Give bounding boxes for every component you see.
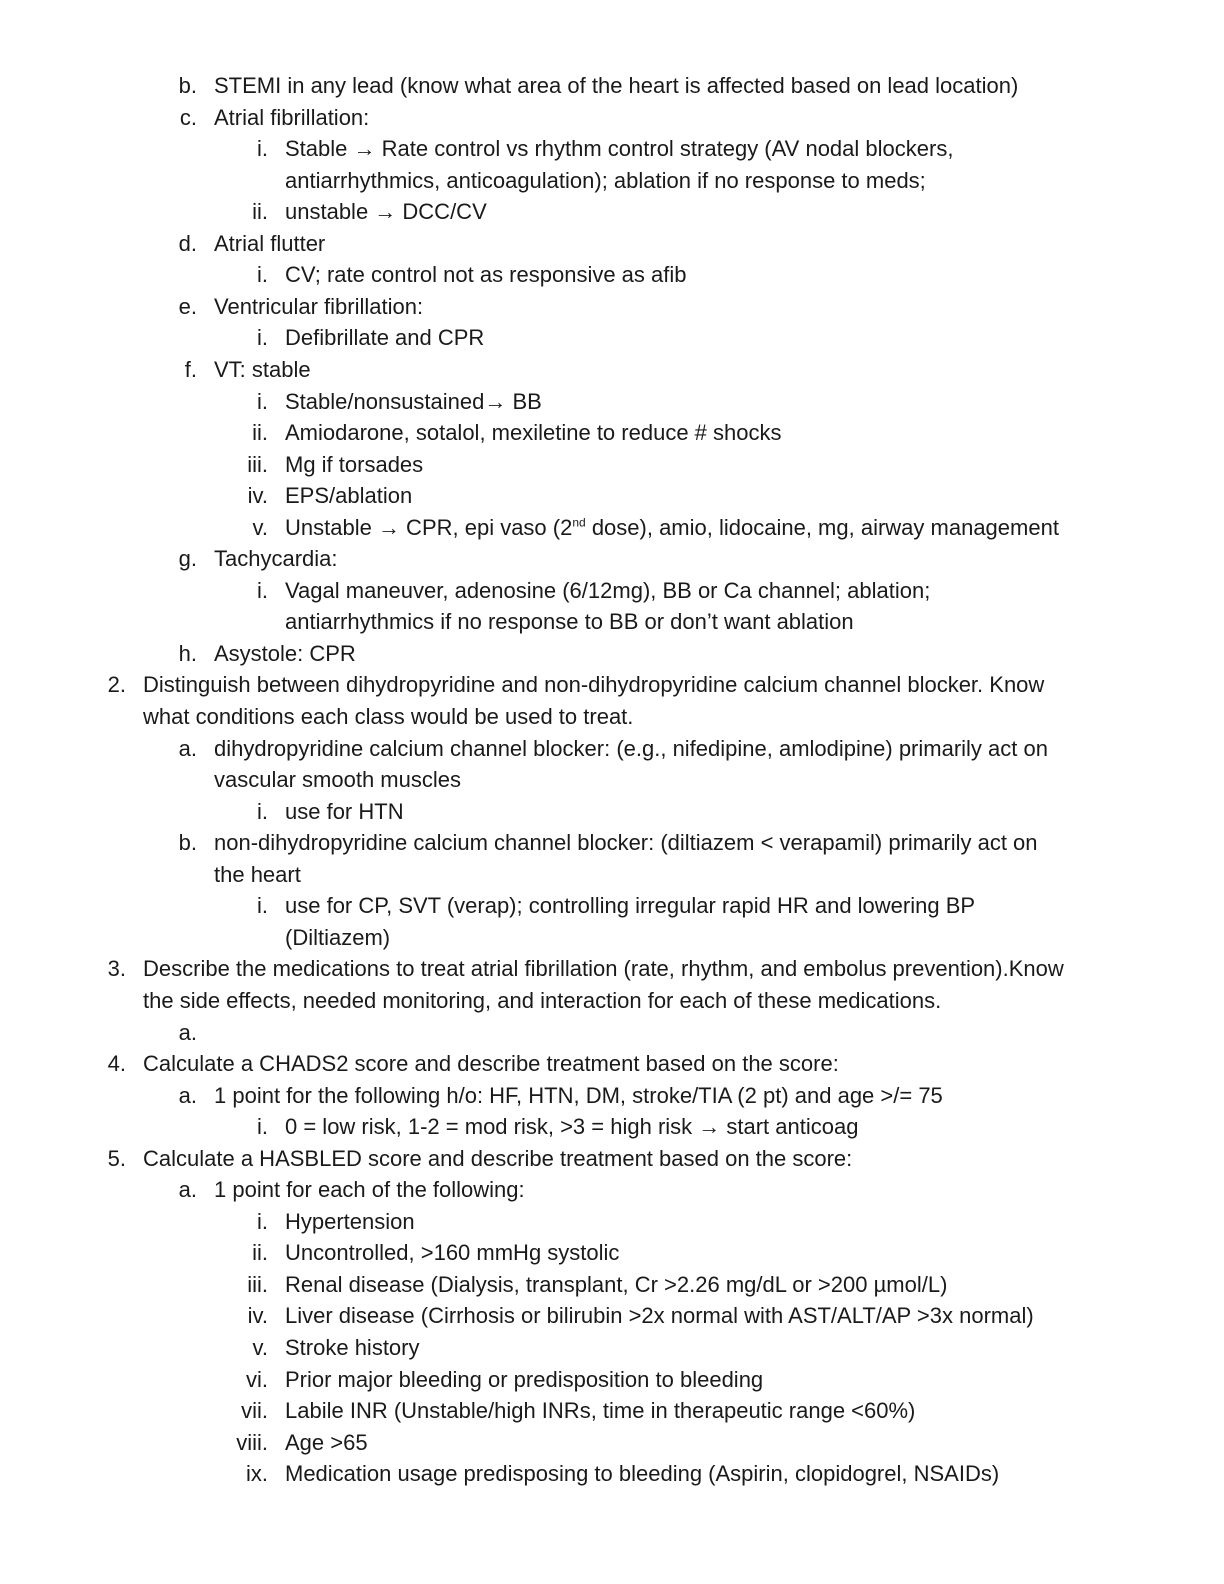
list-marker: c. [179,105,197,130]
list-item-text [285,1398,915,1424]
list-marker: iv. [247,1303,268,1328]
list-item-text-main: EPS/ablation [285,483,413,508]
list-item-text-main: VT: stable [214,357,311,382]
list-item-text-main: Hypertension [285,1209,415,1234]
list-item-text-main: Stroke history [285,1335,420,1360]
list-item-text-main: use for HTN [285,799,404,824]
list-marker: ii. [252,420,268,445]
list-item-text [285,1461,999,1487]
list-item-text-main: Unstable → CPR, epi vaso (2 [285,515,573,540]
list-item-text-main: Calculate a CHADS2 score and describe treatment based on the score: [143,1051,839,1076]
list-item-text [214,736,1048,762]
list-item-text [143,1146,852,1172]
list-marker: 2. [107,672,126,697]
list-item-text-main: what conditions each class would be used to treat. [143,704,634,729]
list-item-text [285,1114,858,1140]
list-item-text [285,1335,420,1361]
list-marker: iv. [247,483,268,508]
list-item-text-main: CV; rate control not as responsive as afib [285,262,687,287]
list-marker: 5. [107,1146,126,1171]
list-item-text-main: Stable → Rate control vs rhythm control strategy (AV nodal blockers, [285,136,954,161]
list-marker: i. [257,262,268,287]
list-item-text-main: 0 = low risk, 1-2 = mod risk, >3 = high risk → start anticoag [285,1114,859,1139]
list-item-text-continued: dose), amio, lidocaine, mg, airway management [585,515,1059,540]
list-marker: iii. [247,1272,268,1297]
list-item-text-main: antiarrhythmics, anticoagulation); ablation if no response to meds; [285,168,926,193]
list-item-text-main: Defibrillate and CPR [285,325,485,350]
list-item-text-main: Calculate a HASBLED score and describe treatment based on the score: [143,1146,853,1171]
list-item-text [143,956,1064,982]
list-item-text [285,325,484,351]
list-item-text [285,452,423,478]
list-marker: b. [178,73,197,98]
list-item-text [214,830,1038,856]
list-item-text [285,389,542,415]
list-marker: b. [178,830,197,855]
list-item-text [214,1177,525,1203]
list-item-text-main: Mg if torsades [285,452,424,477]
list-item-text-main: 1 point for the following h/o: HF, HTN, DM, stroke/TIA (2 pt) and age >/= 75 [214,1083,943,1108]
list-item-text [143,988,941,1014]
list-item-text [285,799,404,825]
list-item-text-main: Vagal maneuver, adenosine (6/12mg), BB or Ca channel; ablation; [285,578,931,603]
list-item-text [214,231,325,257]
list-marker: g. [178,546,197,571]
list-marker: vi. [246,1367,268,1392]
list-item-text-main: dihydropyridine calcium channel blocker: (e.g., nifedipine, amlodipine) primarily act on [214,736,1048,761]
list-marker: 3. [107,956,126,981]
list-item-text-main: Atrial flutter [214,231,326,256]
list-item-text [214,862,301,888]
list-item-text-main: vascular smooth muscles [214,767,461,792]
list-item-text-main: Prior major bleeding or predisposition to bleeding [285,1367,764,1392]
list-item-text-main: non-dihydropyridine calcium channel blocker: (diltiazem < verapamil) primarily act on [214,830,1038,855]
list-marker: e. [178,294,197,319]
list-marker: i. [257,325,268,350]
list-marker: a. [178,1020,197,1045]
list-item-text [214,357,311,383]
list-item-text [214,73,1018,99]
list-marker: a. [178,736,197,761]
list-item-text [285,199,487,225]
list-item-text [214,641,356,667]
list-item-text-main: the heart [214,862,301,887]
list-item-text [285,893,975,919]
list-item-text [285,168,926,194]
list-item-text [285,1430,368,1456]
list-marker: ii. [252,199,268,224]
list-item-text [214,546,338,572]
list-item-text-main: antiarrhythmics if no response to BB or don’t want ablation [285,609,854,634]
list-item-text-main: Age >65 [285,1430,368,1455]
list-item-text-main: Describe the medications to treat atrial fibrillation (rate, rhythm, and embolus prevention).Know [143,956,1064,981]
list-item-text [285,515,1059,541]
list-item-text-main: 1 point for each of the following: [214,1177,525,1202]
list-marker: viii. [236,1430,268,1455]
superscript: nd [572,515,586,530]
list-marker: ix. [246,1461,268,1486]
list-item-text-main: Medication usage predisposing to bleeding (Aspirin, clopidogrel, NSAIDs) [285,1461,1000,1486]
list-marker: v. [252,515,268,540]
list-item-text [285,1272,947,1298]
list-item-text [214,767,461,793]
list-item-text [285,1240,619,1266]
list-item-text [143,672,1044,698]
list-marker: h. [178,641,197,666]
list-item-text-main: Labile INR (Unstable/high INRs, time in therapeutic range <60%) [285,1398,916,1423]
list-marker: i. [257,578,268,603]
list-item-text [285,262,687,288]
list-marker: a. [178,1177,197,1202]
list-marker: i. [257,1114,268,1139]
list-item-text [285,420,781,446]
list-marker: i. [257,1209,268,1234]
list-item-text-main: the side effects, needed monitoring, and interaction for each of these medications. [143,988,942,1013]
list-item-text [285,483,412,509]
list-item-text [143,704,633,730]
list-item-text [214,1083,943,1109]
list-item-text-main: unstable → DCC/CV [285,199,487,224]
list-item-text-main: (Diltiazem) [285,925,391,950]
list-item-text-main: use for CP, SVT (verap); controlling irregular rapid HR and lowering BP [285,893,976,918]
list-item-text-main: Uncontrolled, >160 mmHg systolic [285,1240,620,1265]
list-item-text [285,1209,415,1235]
list-item-text [285,925,390,951]
list-marker: 4. [107,1051,126,1076]
list-item-text-main: Asystole: CPR [214,641,356,666]
list-item-text [285,609,854,635]
list-marker: i. [257,799,268,824]
list-item-text-main: Tachycardia: [214,546,338,571]
list-item-text-main: Liver disease (Cirrhosis or bilirubin >2x normal with AST/ALT/AP >3x normal) [285,1303,1034,1328]
list-marker: a. [178,1083,197,1108]
list-marker: ii. [252,1240,268,1265]
list-marker: v. [252,1335,268,1360]
list-marker: d. [178,231,197,256]
list-item-text-main: Atrial fibrillation: [214,105,370,130]
list-item-text-main: Ventricular fibrillation: [214,294,424,319]
list-marker: vii. [241,1398,268,1423]
list-marker: i. [257,893,268,918]
list-item-text-main: STEMI in any lead (know what area of the heart is affected based on lead location) [214,73,1019,98]
list-item-text [285,1367,763,1393]
list-item-text [214,105,369,131]
list-marker: iii. [247,452,268,477]
list-item-text [143,1051,839,1077]
list-marker: i. [257,136,268,161]
list-item-text [285,136,953,162]
list-item-text-main: Distinguish between dihydropyridine and non-dihydropyridine calcium channel blocker. Know [143,672,1045,697]
list-item-text [285,1303,1034,1329]
list-marker: f. [184,357,197,382]
list-item-text-main: Renal disease (Dialysis, transplant, Cr >2.26 mg/dL or >200 µmol/L) [285,1272,948,1297]
list-item-text-main: Amiodarone, sotalol, mexiletine to reduce # shocks [285,420,782,445]
list-item-text-main: Stable/nonsustained→ BB [285,389,542,414]
list-marker: i. [257,389,268,414]
list-item-text [214,294,423,320]
list-item-text [285,578,930,604]
